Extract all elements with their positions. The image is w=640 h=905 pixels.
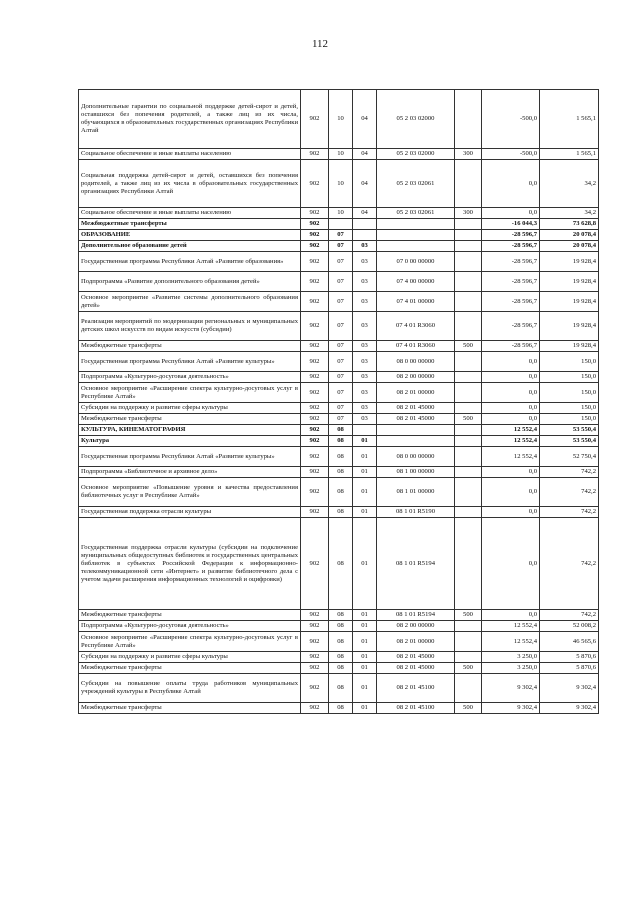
ved-code: 902 bbox=[301, 447, 329, 467]
ved-code: 902 bbox=[301, 312, 329, 341]
amount-total: 52 750,4 bbox=[540, 447, 599, 467]
table-row bbox=[79, 518, 599, 610]
subsection-code: 01 bbox=[353, 663, 377, 674]
amount-total: 20 078,4 bbox=[540, 241, 599, 252]
subsection-code bbox=[353, 425, 377, 436]
section-code: 10 bbox=[329, 149, 353, 160]
row-name: Культура bbox=[79, 436, 301, 447]
expense-type-code bbox=[455, 467, 482, 478]
table-row bbox=[79, 436, 599, 447]
amount-change: 0,0 bbox=[482, 518, 540, 610]
amount-total: 19 928,4 bbox=[540, 312, 599, 341]
table-row bbox=[79, 272, 599, 292]
row-name: Основное мероприятие «Повышение уровня и качества предоставления библиотечных услуг в Республике Алтай» bbox=[79, 478, 301, 507]
section-code: 08 bbox=[329, 507, 353, 518]
expense-type-code: 500 bbox=[455, 610, 482, 621]
amount-total: 1 565,1 bbox=[540, 149, 599, 160]
expense-type-code bbox=[455, 160, 482, 208]
expense-type-code bbox=[455, 652, 482, 663]
amount-change: 9 302,4 bbox=[482, 703, 540, 714]
amount-total: 5 870,6 bbox=[540, 663, 599, 674]
section-code: 07 bbox=[329, 341, 353, 352]
subsection-code: 01 bbox=[353, 703, 377, 714]
table-row bbox=[79, 703, 599, 714]
amount-change: -28 596,7 bbox=[482, 292, 540, 312]
amount-total: 150,0 bbox=[540, 403, 599, 414]
expense-type-code bbox=[455, 252, 482, 272]
amount-change: 0,0 bbox=[482, 372, 540, 383]
subsection-code: 01 bbox=[353, 632, 377, 652]
section-code bbox=[329, 219, 353, 230]
ved-code: 902 bbox=[301, 352, 329, 372]
target-article-code bbox=[377, 241, 455, 252]
target-article-code: 05 2 03 02000 bbox=[377, 149, 455, 160]
amount-total: 742,2 bbox=[540, 507, 599, 518]
section-code: 07 bbox=[329, 383, 353, 403]
section-code: 07 bbox=[329, 272, 353, 292]
section-code: 08 bbox=[329, 674, 353, 703]
amount-total: 73 628,8 bbox=[540, 219, 599, 230]
amount-change: 0,0 bbox=[482, 208, 540, 219]
amount-total: 53 550,4 bbox=[540, 425, 599, 436]
target-article-code: 05 2 03 02000 bbox=[377, 90, 455, 149]
amount-change: 0,0 bbox=[482, 403, 540, 414]
amount-total: 19 928,4 bbox=[540, 292, 599, 312]
expense-type-code bbox=[455, 447, 482, 467]
row-name: Подпрограмма «Развитие дополнительного образования детей» bbox=[79, 272, 301, 292]
ved-code: 902 bbox=[301, 383, 329, 403]
amount-change: 0,0 bbox=[482, 383, 540, 403]
section-code: 07 bbox=[329, 230, 353, 241]
page-number: 112 bbox=[311, 38, 329, 50]
subsection-code: 03 bbox=[353, 403, 377, 414]
table-row bbox=[79, 652, 599, 663]
subsection-code: 01 bbox=[353, 478, 377, 507]
amount-change: -500,0 bbox=[482, 149, 540, 160]
expense-type-code bbox=[455, 90, 482, 149]
table-row bbox=[79, 610, 599, 621]
section-code: 07 bbox=[329, 241, 353, 252]
table-row bbox=[79, 292, 599, 312]
row-name: Государственная поддержка отрасли культуры bbox=[79, 507, 301, 518]
section-code: 07 bbox=[329, 292, 353, 312]
table-row bbox=[79, 403, 599, 414]
expense-type-code bbox=[455, 507, 482, 518]
ved-code: 902 bbox=[301, 252, 329, 272]
target-article-code: 08 2 01 45000 bbox=[377, 663, 455, 674]
target-article-code: 08 2 01 45000 bbox=[377, 652, 455, 663]
target-article-code: 08 1 01 R5190 bbox=[377, 507, 455, 518]
amount-total: 742,2 bbox=[540, 518, 599, 610]
amount-total: 19 928,4 bbox=[540, 252, 599, 272]
ved-code: 902 bbox=[301, 703, 329, 714]
row-name: Подпрограмма «Библиотечное и архивное дело» bbox=[79, 467, 301, 478]
section-code: 08 bbox=[329, 663, 353, 674]
section-code: 08 bbox=[329, 518, 353, 610]
amount-change: 0,0 bbox=[482, 352, 540, 372]
expense-type-code: 500 bbox=[455, 663, 482, 674]
ved-code: 902 bbox=[301, 507, 329, 518]
row-name: Основное мероприятие «Расширение спектра культурно-досуговых услуг в Республике Алтай» bbox=[79, 383, 301, 403]
subsection-code: 04 bbox=[353, 160, 377, 208]
ved-code: 902 bbox=[301, 219, 329, 230]
section-code: 08 bbox=[329, 703, 353, 714]
row-name: Межбюджетные трансферты bbox=[79, 219, 301, 230]
amount-change: 0,0 bbox=[482, 160, 540, 208]
amount-total: 150,0 bbox=[540, 383, 599, 403]
target-article-code: 05 2 03 02061 bbox=[377, 208, 455, 219]
section-code: 08 bbox=[329, 447, 353, 467]
amount-change: 0,0 bbox=[482, 478, 540, 507]
amount-change: -28 596,7 bbox=[482, 341, 540, 352]
subsection-code: 03 bbox=[353, 383, 377, 403]
amount-total: 19 928,4 bbox=[540, 341, 599, 352]
row-name: КУЛЬТУРА, КИНЕМАТОГРАФИЯ bbox=[79, 425, 301, 436]
expense-type-code bbox=[455, 352, 482, 372]
ved-code: 902 bbox=[301, 292, 329, 312]
target-article-code: 07 4 01 R3060 bbox=[377, 312, 455, 341]
row-name: Государственная поддержка отрасли культуры (субсидии на подключение муниципальных общедоступных библиотек и государственных центральных библиотек в субъектах Российской Федерации к информационно-телекоммуникационной сети «Интернет» и развитие библиотечного дела с учетом задачи расширения информационных технологий и оцифровки) bbox=[79, 518, 301, 610]
table-row bbox=[79, 425, 599, 436]
amount-total: 9 302,4 bbox=[540, 703, 599, 714]
table-row bbox=[79, 383, 599, 403]
subsection-code: 03 bbox=[353, 272, 377, 292]
amount-total: 742,2 bbox=[540, 478, 599, 507]
section-code: 08 bbox=[329, 621, 353, 632]
amount-change: 0,0 bbox=[482, 414, 540, 425]
target-article-code: 07 0 00 00000 bbox=[377, 252, 455, 272]
section-code: 10 bbox=[329, 208, 353, 219]
section-code: 07 bbox=[329, 372, 353, 383]
section-code: 07 bbox=[329, 414, 353, 425]
amount-change: 0,0 bbox=[482, 467, 540, 478]
target-article-code: 08 1 00 00000 bbox=[377, 467, 455, 478]
amount-total: 34,2 bbox=[540, 160, 599, 208]
section-code: 08 bbox=[329, 436, 353, 447]
expense-type-code bbox=[455, 219, 482, 230]
table-row bbox=[79, 341, 599, 352]
row-name: Межбюджетные трансферты bbox=[79, 610, 301, 621]
row-name: Межбюджетные трансферты bbox=[79, 663, 301, 674]
amount-change: -28 596,7 bbox=[482, 241, 540, 252]
target-article-code bbox=[377, 230, 455, 241]
target-article-code: 08 2 01 45000 bbox=[377, 414, 455, 425]
expense-type-code bbox=[455, 425, 482, 436]
target-article-code: 08 2 00 00000 bbox=[377, 372, 455, 383]
amount-total: 150,0 bbox=[540, 352, 599, 372]
ved-code: 902 bbox=[301, 610, 329, 621]
section-code: 08 bbox=[329, 632, 353, 652]
section-code: 08 bbox=[329, 652, 353, 663]
table-row bbox=[79, 352, 599, 372]
subsection-code: 01 bbox=[353, 621, 377, 632]
expense-type-code bbox=[455, 383, 482, 403]
row-name: Дополнительное образование детей bbox=[79, 241, 301, 252]
amount-change: -500,0 bbox=[482, 90, 540, 149]
expense-type-code bbox=[455, 312, 482, 341]
amount-total: 742,2 bbox=[540, 467, 599, 478]
ved-code: 902 bbox=[301, 518, 329, 610]
subsection-code: 03 bbox=[353, 292, 377, 312]
amount-change: 3 250,0 bbox=[482, 652, 540, 663]
amount-total: 150,0 bbox=[540, 414, 599, 425]
amount-change: -28 596,7 bbox=[482, 252, 540, 272]
subsection-code: 01 bbox=[353, 467, 377, 478]
amount-total: 9 302,4 bbox=[540, 674, 599, 703]
table-row bbox=[79, 632, 599, 652]
ved-code: 902 bbox=[301, 632, 329, 652]
ved-code: 902 bbox=[301, 467, 329, 478]
expense-type-code bbox=[455, 230, 482, 241]
row-name: Дополнительные гарантии по социальной поддержке детей-сирот и детей, оставшихся без попечения родителей, а также лиц из их числа, обучающихся в образовательных государственных организациях Республики Алтай bbox=[79, 90, 301, 149]
target-article-code bbox=[377, 425, 455, 436]
target-article-code: 08 2 00 00000 bbox=[377, 621, 455, 632]
table-row bbox=[79, 507, 599, 518]
ved-code: 902 bbox=[301, 372, 329, 383]
ved-code: 902 bbox=[301, 241, 329, 252]
table-row bbox=[79, 312, 599, 341]
subsection-code: 01 bbox=[353, 436, 377, 447]
section-code: 07 bbox=[329, 252, 353, 272]
subsection-code: 03 bbox=[353, 252, 377, 272]
section-code: 07 bbox=[329, 352, 353, 372]
subsection-code: 01 bbox=[353, 610, 377, 621]
row-name: Социальное обеспечение и иные выплаты населению bbox=[79, 149, 301, 160]
target-article-code: 08 0 00 00000 bbox=[377, 352, 455, 372]
row-name: Межбюджетные трансферты bbox=[79, 703, 301, 714]
table-row bbox=[79, 252, 599, 272]
section-code: 08 bbox=[329, 610, 353, 621]
amount-change: 12 552,4 bbox=[482, 425, 540, 436]
row-name: Межбюджетные трансферты bbox=[79, 341, 301, 352]
table-row bbox=[79, 241, 599, 252]
expense-type-code: 500 bbox=[455, 414, 482, 425]
target-article-code bbox=[377, 219, 455, 230]
ved-code: 902 bbox=[301, 652, 329, 663]
subsection-code bbox=[353, 230, 377, 241]
amount-change: 12 552,4 bbox=[482, 621, 540, 632]
expense-type-code: 500 bbox=[455, 341, 482, 352]
amount-change: 0,0 bbox=[482, 507, 540, 518]
expense-type-code: 300 bbox=[455, 149, 482, 160]
table-row bbox=[79, 230, 599, 241]
table-row bbox=[79, 90, 599, 149]
subsection-code: 03 bbox=[353, 341, 377, 352]
amount-total: 46 565,6 bbox=[540, 632, 599, 652]
amount-total: 5 870,6 bbox=[540, 652, 599, 663]
table-row bbox=[79, 467, 599, 478]
target-article-code: 07 4 01 00000 bbox=[377, 292, 455, 312]
row-name: Реализация мероприятий по модернизации региональных и муниципальных детских школ искусств по видам искусств (субсидии) bbox=[79, 312, 301, 341]
target-article-code: 08 1 01 R5194 bbox=[377, 518, 455, 610]
amount-change: -28 596,7 bbox=[482, 230, 540, 241]
amount-change: 12 552,4 bbox=[482, 632, 540, 652]
ved-code: 902 bbox=[301, 663, 329, 674]
row-name: Субсидии на поддержку и развитие сферы культуры bbox=[79, 652, 301, 663]
row-name: Межбюджетные трансферты bbox=[79, 414, 301, 425]
expense-type-code bbox=[455, 632, 482, 652]
subsection-code: 04 bbox=[353, 90, 377, 149]
expense-type-code bbox=[455, 478, 482, 507]
target-article-code: 07 4 00 00000 bbox=[377, 272, 455, 292]
section-code: 08 bbox=[329, 467, 353, 478]
ved-code: 902 bbox=[301, 425, 329, 436]
subsection-code: 03 bbox=[353, 414, 377, 425]
amount-change: -28 596,7 bbox=[482, 272, 540, 292]
subsection-code: 01 bbox=[353, 447, 377, 467]
subsection-code: 01 bbox=[353, 507, 377, 518]
table-row bbox=[79, 149, 599, 160]
amount-total: 1 565,1 bbox=[540, 90, 599, 149]
ved-code: 902 bbox=[301, 436, 329, 447]
expense-type-code bbox=[455, 272, 482, 292]
row-name: Государственная программа Республики Алтай «Развитие образования» bbox=[79, 252, 301, 272]
subsection-code: 03 bbox=[353, 372, 377, 383]
amount-change: 12 552,4 bbox=[482, 447, 540, 467]
expense-type-code: 500 bbox=[455, 703, 482, 714]
subsection-code: 03 bbox=[353, 312, 377, 341]
subsection-code: 03 bbox=[353, 352, 377, 372]
row-name: Подпрограмма «Культурно-досуговая деятельность» bbox=[79, 621, 301, 632]
amount-total: 34,2 bbox=[540, 208, 599, 219]
table-row bbox=[79, 621, 599, 632]
section-code: 10 bbox=[329, 160, 353, 208]
row-name: Государственная программа Республики Алтай «Развитие культуры» bbox=[79, 447, 301, 467]
subsection-code bbox=[353, 219, 377, 230]
amount-total: 52 008,2 bbox=[540, 621, 599, 632]
budget-table bbox=[78, 89, 599, 714]
subsection-code: 01 bbox=[353, 518, 377, 610]
expense-type-code bbox=[455, 518, 482, 610]
table-row bbox=[79, 219, 599, 230]
amount-total: 150,0 bbox=[540, 372, 599, 383]
row-name: Социальное обеспечение и иные выплаты населению bbox=[79, 208, 301, 219]
amount-change: 12 552,4 bbox=[482, 436, 540, 447]
ved-code: 902 bbox=[301, 90, 329, 149]
subsection-code: 01 bbox=[353, 652, 377, 663]
table-row bbox=[79, 414, 599, 425]
ved-code: 902 bbox=[301, 272, 329, 292]
target-article-code: 08 0 00 00000 bbox=[377, 447, 455, 467]
section-code: 10 bbox=[329, 90, 353, 149]
target-article-code: 08 1 01 00000 bbox=[377, 478, 455, 507]
target-article-code: 08 2 01 00000 bbox=[377, 632, 455, 652]
expense-type-code bbox=[455, 436, 482, 447]
expense-type-code: 300 bbox=[455, 208, 482, 219]
ved-code: 902 bbox=[301, 414, 329, 425]
table-row bbox=[79, 674, 599, 703]
target-article-code: 07 4 01 R3060 bbox=[377, 341, 455, 352]
ved-code: 902 bbox=[301, 230, 329, 241]
subsection-code: 01 bbox=[353, 674, 377, 703]
table-row bbox=[79, 208, 599, 219]
target-article-code: 08 2 01 00000 bbox=[377, 383, 455, 403]
subsection-code: 04 bbox=[353, 208, 377, 219]
table-row bbox=[79, 160, 599, 208]
ved-code: 902 bbox=[301, 341, 329, 352]
amount-change: 0,0 bbox=[482, 610, 540, 621]
ved-code: 902 bbox=[301, 478, 329, 507]
table-row bbox=[79, 663, 599, 674]
expense-type-code bbox=[455, 674, 482, 703]
amount-total: 742,2 bbox=[540, 610, 599, 621]
row-name: Государственная программа Республики Алтай «Развитие культуры» bbox=[79, 352, 301, 372]
ved-code: 902 bbox=[301, 674, 329, 703]
table-row bbox=[79, 478, 599, 507]
target-article-code bbox=[377, 436, 455, 447]
row-name: ОБРАЗОВАНИЕ bbox=[79, 230, 301, 241]
section-code: 08 bbox=[329, 478, 353, 507]
amount-change: -16 044,3 bbox=[482, 219, 540, 230]
ved-code: 902 bbox=[301, 160, 329, 208]
expense-type-code bbox=[455, 292, 482, 312]
expense-type-code bbox=[455, 372, 482, 383]
amount-change: 9 302,4 bbox=[482, 674, 540, 703]
ved-code: 902 bbox=[301, 208, 329, 219]
row-name: Субсидии на поддержку и развитие сферы культуры bbox=[79, 403, 301, 414]
row-name: Основное мероприятие «Расширение спектра культурно-досуговых услуг в Республике Алтай» bbox=[79, 632, 301, 652]
expense-type-code bbox=[455, 241, 482, 252]
amount-change: -28 596,7 bbox=[482, 312, 540, 341]
section-code: 08 bbox=[329, 425, 353, 436]
amount-total: 53 550,4 bbox=[540, 436, 599, 447]
target-article-code: 08 1 01 R5194 bbox=[377, 610, 455, 621]
table-row bbox=[79, 447, 599, 467]
subsection-code: 04 bbox=[353, 149, 377, 160]
expense-type-code bbox=[455, 403, 482, 414]
row-name: Социальная поддержка детей-сирот и детей, оставшихся без попечения родителей, а также лиц из их числа в образовательных государственных организациях Республики Алтай bbox=[79, 160, 301, 208]
ved-code: 902 bbox=[301, 621, 329, 632]
target-article-code: 08 2 01 45100 bbox=[377, 703, 455, 714]
row-name: Основное мероприятие «Развитие системы дополнительного образования детей» bbox=[79, 292, 301, 312]
section-code: 07 bbox=[329, 312, 353, 341]
row-name: Подпрограмма «Культурно-досуговая деятельность» bbox=[79, 372, 301, 383]
target-article-code: 08 2 01 45100 bbox=[377, 674, 455, 703]
section-code: 07 bbox=[329, 403, 353, 414]
row-name: Субсидии на повышение оплаты труда работников муниципальных учреждений культуры в Республике Алтай bbox=[79, 674, 301, 703]
ved-code: 902 bbox=[301, 403, 329, 414]
target-article-code: 08 2 01 45000 bbox=[377, 403, 455, 414]
amount-change: 3 250,0 bbox=[482, 663, 540, 674]
amount-total: 19 928,4 bbox=[540, 272, 599, 292]
expense-type-code bbox=[455, 621, 482, 632]
table-row bbox=[79, 372, 599, 383]
ved-code: 902 bbox=[301, 149, 329, 160]
amount-total: 20 078,4 bbox=[540, 230, 599, 241]
subsection-code: 03 bbox=[353, 241, 377, 252]
target-article-code: 05 2 03 02061 bbox=[377, 160, 455, 208]
